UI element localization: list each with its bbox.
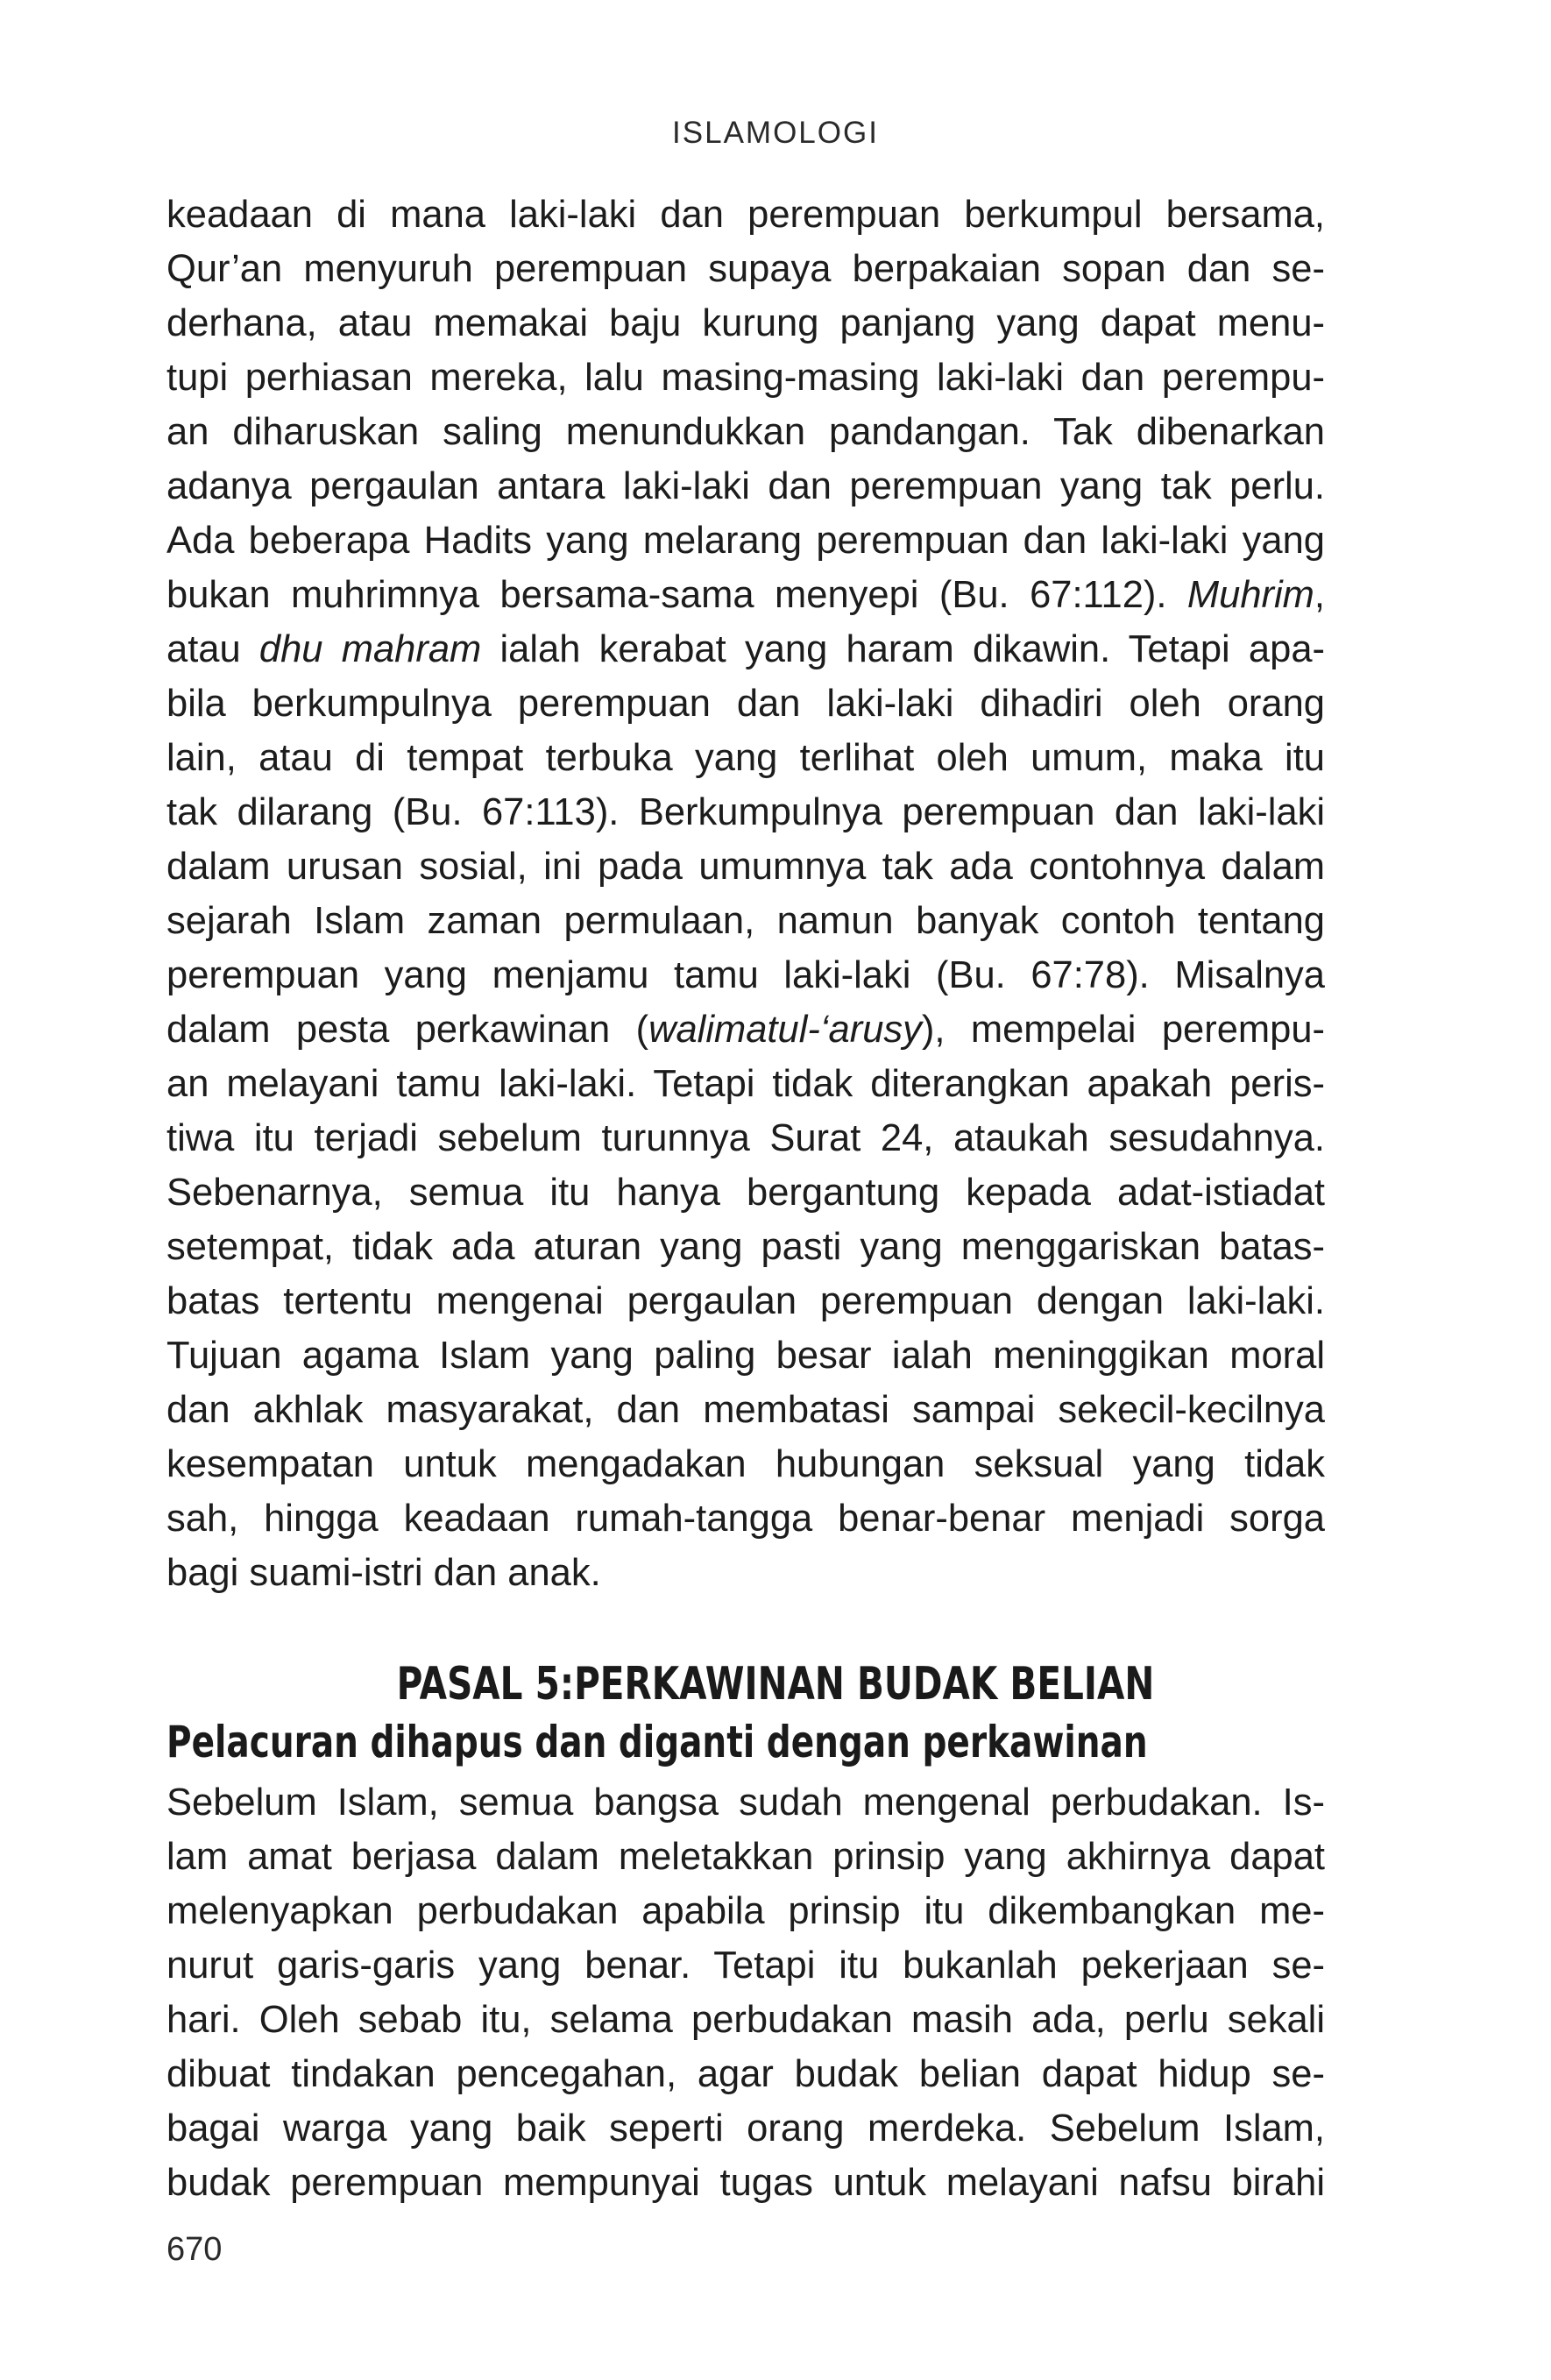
text-line: tiwa itu terjadi sebelum turunnya Surat 24, ataukah sesudahnya. (166, 1117, 1325, 1159)
italic-term: Muhrim (1186, 574, 1314, 616)
body-paragraph-1 (166, 188, 1325, 1600)
text-line: setempat, tidak ada aturan yang pasti yang menggariskan batas- (166, 1226, 1325, 1268)
text-line: lam amat berjasa dalam meletakkan prinsip yang akhirnya dapat (166, 1836, 1325, 1878)
text-line: Sebelum Islam, semua bangsa sudah mengenal perbudakan. Is- (166, 1781, 1325, 1824)
text-line: an melayani tamu laki-laki. Tetapi tidak diterangkan apakah peris- (166, 1063, 1325, 1105)
text-line: lain, atau di tempat terbuka yang terlihat oleh umum, maka itu (166, 737, 1325, 779)
text-line: tak dilarang (Bu. 67:113). Berkumpulnya perempuan dan laki-laki (166, 791, 1325, 833)
text-line: an diharuskan saling menundukkan pandangan. Tak dibenarkan (166, 411, 1325, 453)
text-line: dan akhlak masyarakat, dan membatasi sampai sekecil-kecilnya (166, 1389, 1325, 1431)
text-line: sah, hingga keadaan rumah-tangga benar-benar menjadi sorga (166, 1498, 1325, 1540)
text-line: derhana, atau memakai baju kurung panjang yang dapat menu- (166, 302, 1325, 344)
text-line: bagai warga yang baik seperti orang merdeka. Sebelum Islam, (166, 2107, 1325, 2150)
text-line: dalam urusan sosial, ini pada umumnya tak ada contohnya dalam (166, 846, 1325, 888)
text-line: sejarah Islam zaman permulaan, namun banyak contoh tentang (166, 900, 1325, 942)
text-line: budak perempuan mempunyai tugas untuk melayani nafsu birahi (166, 2162, 1325, 2204)
text-line: kesempatan untuk mengadakan hubungan seksual yang tidak (166, 1443, 1325, 1485)
chapter-title: PASAL 5:PERKAWINAN BUDAK BELIAN (396, 1658, 1155, 1711)
text-line: bagi suami-istri dan anak. (166, 1552, 601, 1594)
italic-term: dhu mahram (258, 628, 482, 670)
text-line: tupi perhiasan mereka, lalu masing-masing laki-laki dan perempu- (166, 357, 1325, 399)
text-line: atau dhu mahram ialah kerabat yang haram dikawin. Tetapi apa- (166, 628, 1325, 670)
text-line: Qur’an menyuruh perempuan supaya berpakaian sopan dan se- (166, 248, 1325, 290)
text-line: bila berkumpulnya perempuan dan laki-laki dihadiri oleh orang (166, 683, 1325, 725)
running-header: ISLAMOLOGI (672, 116, 879, 150)
text-line: dalam pesta perkawinan (walimatul-‘arusy), mempelai perempu- (166, 1009, 1325, 1051)
text-line: perempuan yang menjamu tamu laki-laki (Bu. 67:78). Misalnya (166, 954, 1325, 996)
page-number: 670 (166, 2231, 223, 2268)
text-line: dibuat tindakan pencegahan, agar budak belian dapat hidup se- (166, 2053, 1325, 2095)
body-paragraph-2 (166, 1775, 1325, 2210)
text-line: Sebenarnya, semua itu hanya bergantung kepada adat-istiadat (166, 1172, 1325, 1214)
text-line: batas tertentu mengenai pergaulan perempuan dengan laki-laki. (166, 1280, 1325, 1322)
text-line: melenyapkan perbudakan apabila prinsip itu dikembangkan me- (166, 1890, 1325, 1932)
section-title: Pelacuran dihapus dan diganti dengan perkawinan (166, 1717, 1148, 1767)
text-line: Ada beberapa Hadits yang melarang perempuan dan laki-laki yang (166, 520, 1325, 562)
text-line: adanya pergaulan antara laki-laki dan perempuan yang tak perlu. (166, 465, 1325, 507)
text-line: keadaan di mana laki-laki dan perempuan berkumpul bersama, (166, 194, 1325, 236)
text-line: bukan muhrimnya bersama-sama menyepi (Bu. 67:112). Muhrim, (166, 574, 1325, 616)
text-line: Tujuan agama Islam yang paling besar ialah meninggikan moral (166, 1335, 1325, 1377)
italic-term: walimatul-‘arusy (648, 1009, 922, 1051)
text-line: hari. Oleh sebab itu, selama perbudakan masih ada, perlu sekali (166, 1999, 1325, 2041)
text-line: nurut garis-garis yang benar. Tetapi itu bukanlah pekerjaan se- (166, 1944, 1325, 1987)
